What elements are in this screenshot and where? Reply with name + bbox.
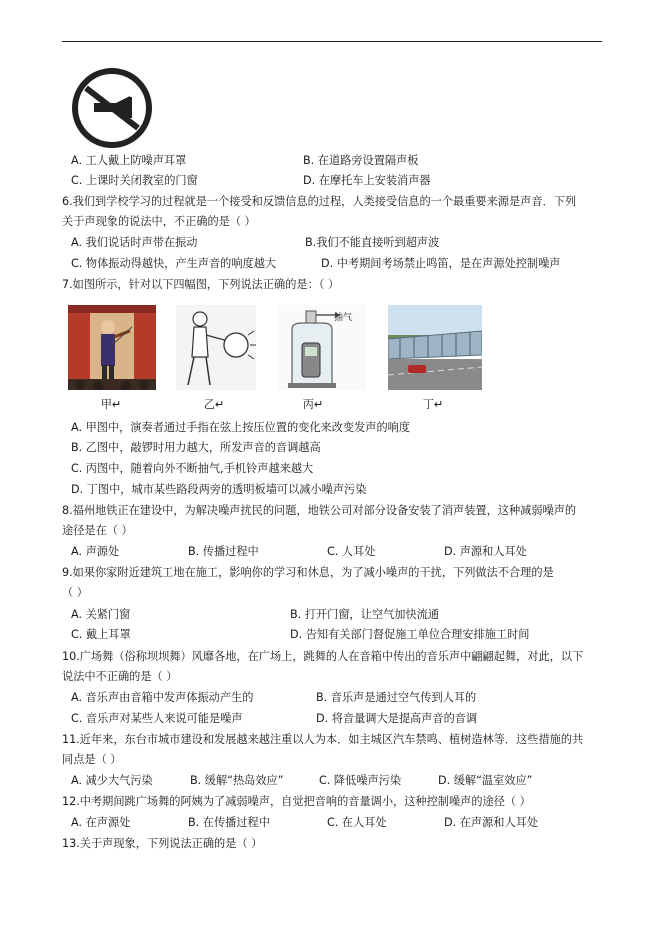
q10-option-d: D. 将音量调大是提高声音的音调 <box>316 712 478 725</box>
q8-option-d: D. 声源和人耳处 <box>444 545 527 558</box>
q6-option-d: D. 中考期间考场禁止鸣笛，是在声源处控制噪声 <box>321 257 561 270</box>
bell-jar-phone-figure <box>278 305 366 390</box>
violinist-figure <box>68 305 156 390</box>
q9-option-d: D. 告知有关部门督促施工单位合理安排施工时间 <box>290 628 530 641</box>
q5-option-c: C. 上课时关闭教室的门窗 <box>71 174 198 187</box>
q8-stem-line1: 8.福州地铁正在建设中，为解决噪声扰民的问题，地铁公司对部分设备安装了消声装置，这种减弱噪声的 <box>62 504 577 517</box>
q11-stem-line1: 11.近年来，东台市城市建设和发展越来越注重以人为本．如主城区汽车禁鸣、植树造林等．这些措施的共 <box>62 733 584 746</box>
q12-stem: 12.中考期间跳广场舞的阿姨为了减弱噪声，自觉把音响的音量调小，这种控制噪声的途径（ ） <box>62 795 531 808</box>
q6-stem-line2: 关于声现象的说法中，不正确的是（ ） <box>62 215 256 228</box>
q6-option-c: C. 物体振动得越快，产生声音的响度越大 <box>71 257 277 270</box>
q12-option-a: A. 在声源处 <box>71 816 131 829</box>
q7-option-d: D. 丁图中，城市某些路段两旁的透明板墙可以减小噪声污染 <box>71 483 367 496</box>
caption-yi: 乙↵ <box>203 398 225 411</box>
q5-option-b: B. 在道路旁设置隔声板 <box>303 154 419 167</box>
q10-stem-line1: 10.广场舞（俗称坝坝舞）风靡各地，在广场上，跳舞的人在音箱中传出的音乐声中翩翩起舞，对此，以下 <box>62 650 584 663</box>
caption-ding: 丁↵ <box>422 398 444 411</box>
caption-jia: 甲↵ <box>100 398 122 411</box>
caption-bing: 丙↵ <box>302 398 324 411</box>
q12-option-d: D. 在声源和人耳处 <box>444 816 539 829</box>
q6-option-b: B.我们不能直接听到超声波 <box>305 236 440 249</box>
no-horn-sign-icon <box>70 66 154 150</box>
q7-option-c: C. 丙图中，随着向外不断抽气,手机铃声越来越大 <box>71 462 314 475</box>
q11-option-c: C. 降低噪声污染 <box>319 774 402 787</box>
q10-option-b: B. 音乐声是通过空气传到人耳的 <box>316 691 477 704</box>
q6-option-a: A. 我们说话时声带在振动 <box>71 236 198 249</box>
q13-stem: 13.关于声现象，下列说法正确的是（ ） <box>62 837 263 850</box>
q9-stem-line1: 9.如果你家附近建筑工地在施工，影响你的学习和休息，为了减小噪声的干扰，下列做法不合理的是 <box>62 566 554 579</box>
q10-stem-line2: 说法中不正确的是（ ） <box>62 670 178 683</box>
q7-option-a: A. 甲图中，演奏者通过手指在弦上按压位置的变化来改变发声的响度 <box>71 421 411 434</box>
q9-option-b: B. 打开门窗，让空气加快流通 <box>290 608 440 621</box>
q9-option-c: C. 戴上耳罩 <box>71 628 131 641</box>
q9-option-a: A. 关紧门窗 <box>71 608 131 621</box>
q12-option-b: B. 在传播过程中 <box>188 816 270 829</box>
q5-option-a: A. 工人戴上防噪声耳罩 <box>71 154 187 167</box>
q7-option-b: B. 乙图中，敲锣时用力越大，所发声音的音调越高 <box>71 441 321 454</box>
q10-option-c: C. 音乐声对某些人来说可能是噪声 <box>71 712 243 725</box>
q11-option-b: B. 缓解“热岛效应” <box>190 774 284 787</box>
q6-stem-line1: 6.我们到学校学习的过程就是一个接受和反馈信息的过程，人类接受信息的一个最重要来源是声音．下列 <box>62 195 577 208</box>
q7-stem: 7.如图所示，针对以下四幅图，下列说法正确的是：（ ） <box>62 278 340 291</box>
q12-option-c: C. 在人耳处 <box>327 816 387 829</box>
road-sound-barrier-figure <box>388 305 482 390</box>
q11-option-d: D. 缓解“温室效应” <box>438 774 533 787</box>
q11-stem-line2: 同点是（ ） <box>62 753 122 766</box>
jar-pump-label: 抽气 <box>334 313 353 323</box>
q11-option-a: A. 减少大气污染 <box>71 774 153 787</box>
gong-player-figure <box>176 305 256 390</box>
q5-option-d: D. 在摩托车上安装消声器 <box>303 174 431 187</box>
q10-option-a: A. 音乐声由音箱中发声体振动产生的 <box>71 691 254 704</box>
q9-stem-line2: （ ） <box>62 586 88 599</box>
q8-option-b: B. 传播过程中 <box>188 545 259 558</box>
q8-option-c: C. 人耳处 <box>327 545 376 558</box>
header-rule <box>62 41 602 42</box>
q8-option-a: A. 声源处 <box>71 545 120 558</box>
q8-stem-line2: 途径是在（ ） <box>62 524 133 537</box>
